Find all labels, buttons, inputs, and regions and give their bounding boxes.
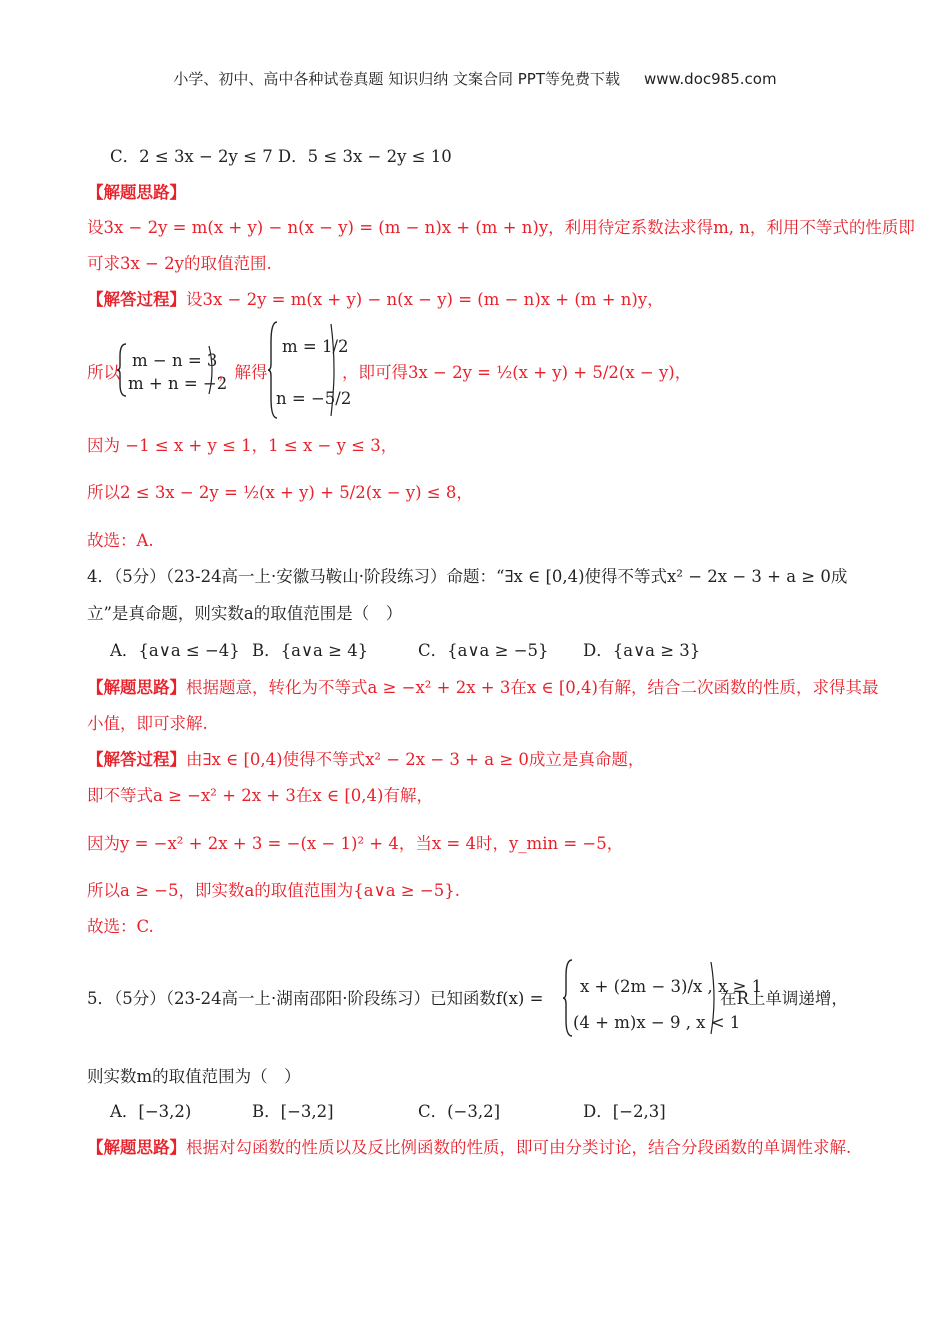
- left-brace-icon: [117, 342, 127, 398]
- q4-idea-line1: [87, 677, 878, 699]
- q3-solve-label: ，解得: [218, 363, 268, 382]
- q3-so-label: 所以: [87, 363, 120, 382]
- q4-stem-line1: 4．（5分）（23-24高一上·安徽马鞍山·阶段练习）命题：“∃x ∈ [0,4)使得不等式x² − 2x − 3 + a ≥ 0成: [87, 567, 848, 586]
- q5-option-c[interactable]: C．(−3,2]: [418, 1102, 501, 1121]
- q4-option-d[interactable]: D．{a∨a ≥ 3}: [583, 641, 701, 660]
- left-brace-icon: [563, 958, 573, 1038]
- q5-idea-line1: [87, 1137, 851, 1159]
- q4-answer: 故选：C.: [87, 917, 154, 936]
- q5-idea-tag: 【解题思路】: [87, 1138, 186, 1157]
- right-paren-icon: [208, 344, 216, 396]
- system1-eq2: m + n = −2: [128, 374, 228, 393]
- q4-process-line2: 即不等式a ≥ −x² + 2x + 3在x ∈ [0,4)有解，: [87, 786, 433, 805]
- q3-process-line3: 因为 −1 ≤ x + y ≤ 1，1 ≤ x − y ≤ 3，: [87, 436, 398, 455]
- right-paren-icon: [330, 322, 338, 418]
- header-url[interactable]: www.doc985.com: [643, 70, 777, 88]
- q4-option-b[interactable]: B．{a∨a ≥ 4}: [252, 641, 369, 660]
- q3-process-text1: 设3x − 2y = m(x + y) − n(x − y) = (m − n)x + (m + n)y，: [186, 290, 664, 309]
- q3-process-tag: 【解答过程】: [87, 290, 186, 309]
- q5-stem-line2: 则实数m的取值范围为（ ）: [87, 1067, 301, 1086]
- system1-eq1: m − n = 3: [132, 351, 218, 370]
- q5-option-b[interactable]: B．[−3,2]: [252, 1102, 334, 1121]
- q4-idea-tag: 【解题思路】: [87, 678, 186, 697]
- q3-idea-line1: 设3x − 2y = m(x + y) − n(x − y) = (m − n)x + (m + n)y，利用待定系数法求得m, n，利用不等式的性质即: [87, 218, 915, 237]
- q4-process-text1: 由∃x ∈ [0,4)使得不等式x² − 2x − 3 + a ≥ 0成立是真命题，: [186, 750, 645, 769]
- q3-idea-line2: 可求3x − 2y的取值范围.: [87, 254, 272, 273]
- q4-process-tag: 【解答过程】: [87, 750, 186, 769]
- q3-idea-tag: 【解题思路】: [87, 183, 186, 202]
- q5-option-a[interactable]: A．[−3,2): [110, 1102, 192, 1121]
- q4-option-a[interactable]: A．{a∨a ≤ −4}: [110, 641, 240, 660]
- q3-answer: 故选：A.: [87, 531, 154, 550]
- q5-piece1: x + (2m − 3)/x , x ≥ 1: [580, 977, 763, 996]
- q4-process-line1: [87, 749, 644, 771]
- q5-piece2: (4 + m)x − 9 , x < 1: [573, 1013, 741, 1032]
- right-paren-icon: [710, 960, 718, 1036]
- q5-option-d[interactable]: D．[−2,3]: [583, 1102, 666, 1121]
- q3-options-cd: C．2 ≤ 3x − 2y ≤ 7 D．5 ≤ 3x − 2y ≤ 10: [110, 147, 452, 166]
- q4-idea-text1: 根据题意，转化为不等式a ≥ −x² + 2x + 3在x ∈ [0,4)有解，结合二次函数的性质，求得其最: [186, 678, 879, 697]
- q3-result-expression: ，即可得3x − 2y = ½(x + y) + 5/2(x − y)，: [342, 363, 692, 382]
- q5-stem-prefix: 5．（5分）（23-24高一上·湖南邵阳·阶段练习）已知函数f(x) =: [87, 989, 544, 1008]
- q5-idea-text1: 根据对勾函数的性质以及反比例函数的性质，即可由分类讨论，结合分段函数的单调性求解.: [186, 1138, 852, 1157]
- system2-eq1: m = 1/2: [282, 337, 349, 356]
- q3-process-line4: 所以2 ≤ 3x − 2y = ½(x + y) + 5/2(x − y) ≤ 8，: [87, 483, 473, 502]
- q4-idea-line2: 小值，即可求解.: [87, 714, 208, 733]
- header-text: 小学、初中、高中各种试卷真题 知识归纳 文案合同 PPT等免费下载: [173, 70, 620, 88]
- q3-process-line1: [87, 289, 664, 311]
- q5-stem-suffix: 在R上单调递增，: [720, 989, 848, 1008]
- page-header: [0, 68, 950, 89]
- system2-eq2: n = −5/2: [276, 389, 352, 408]
- q4-process-line3: 因为y = −x² + 2x + 3 = −(x − 1)² + 4，当x = 4时，y_min = −5，: [87, 834, 624, 853]
- q4-stem-line2: 立”是真命题，则实数a的取值范围是（ ）: [87, 604, 403, 623]
- q4-process-line4: 所以a ≥ −5，即实数a的取值范围为{a∨a ≥ −5}.: [87, 881, 460, 900]
- q4-option-c[interactable]: C．{a∨a ≥ −5}: [418, 641, 549, 660]
